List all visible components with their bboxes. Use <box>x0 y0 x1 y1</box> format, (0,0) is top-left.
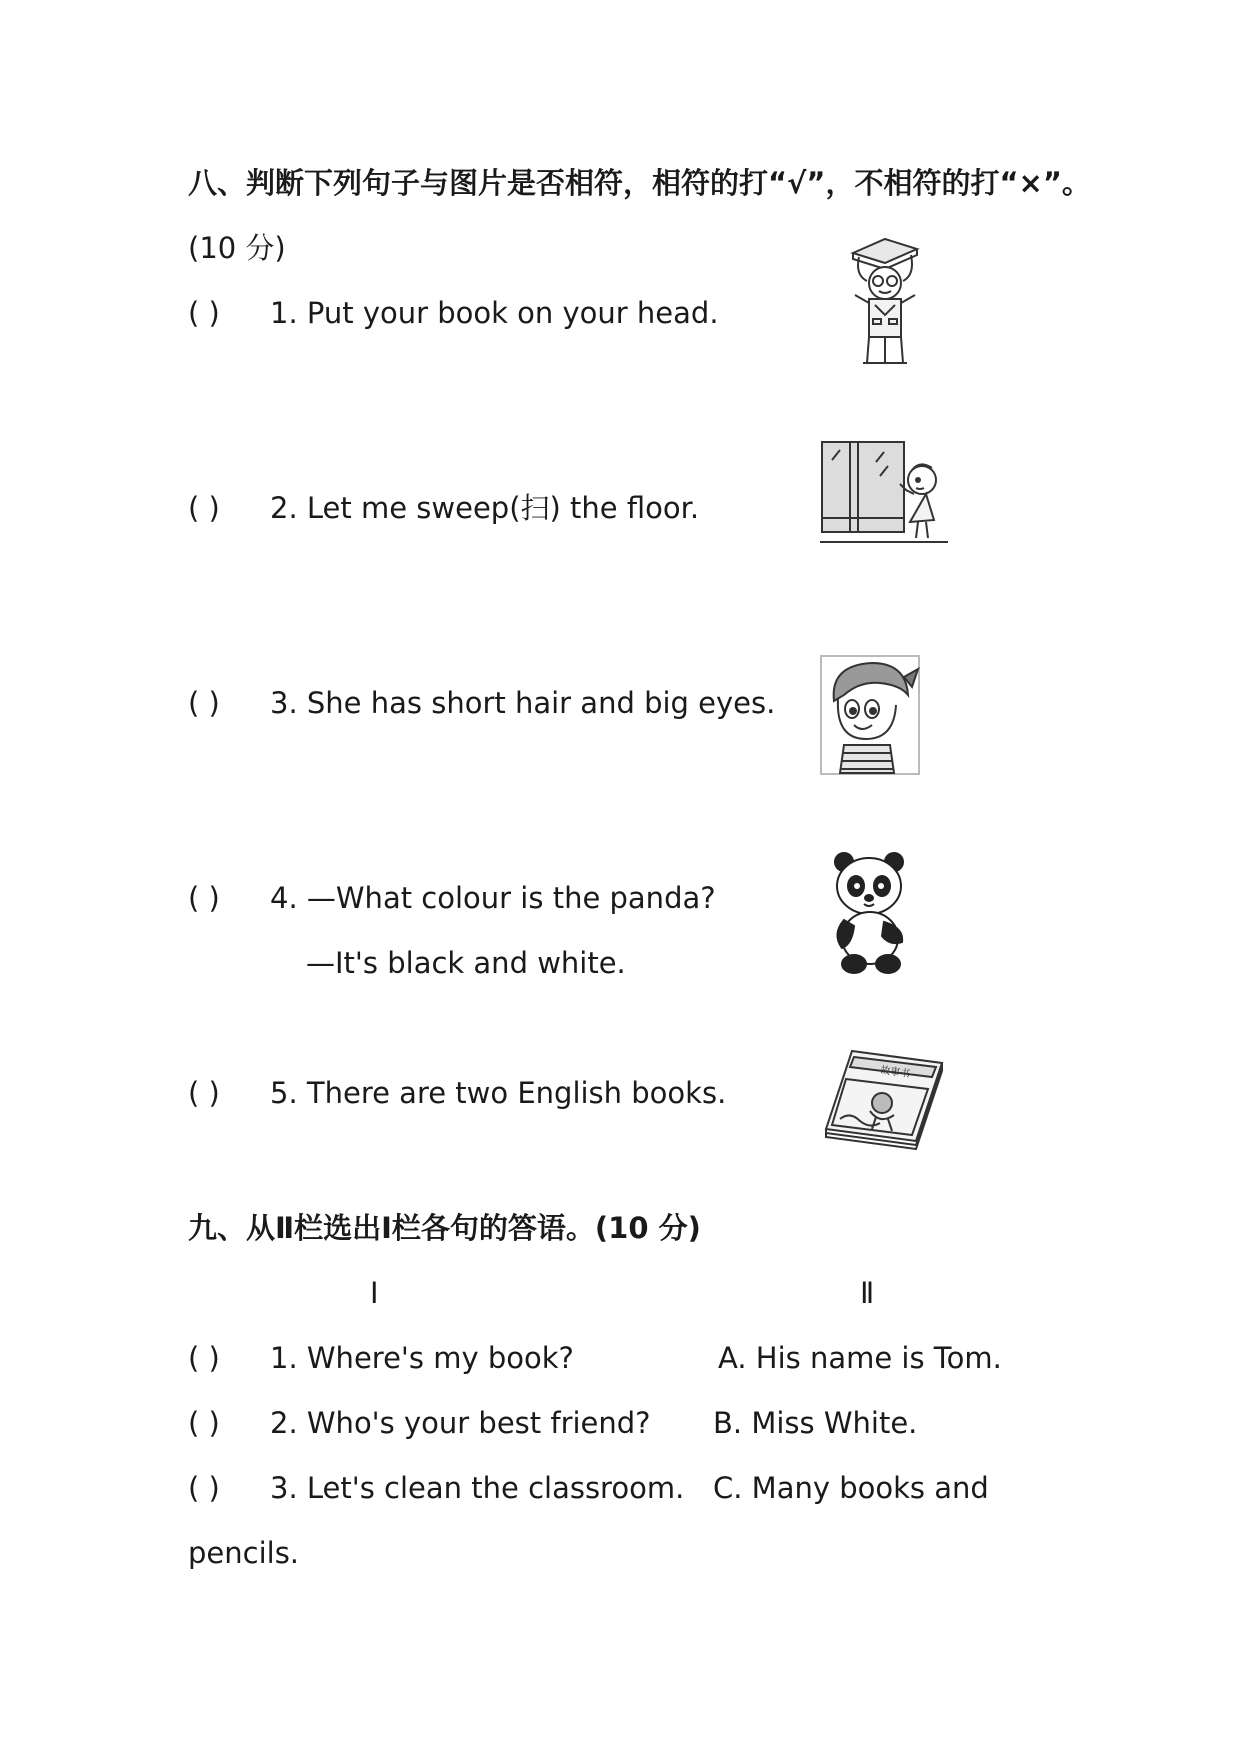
column-2-header: Ⅱ <box>860 1276 875 1310</box>
answer-option-b: B. Miss White. <box>713 1406 918 1440</box>
question-text: 3. Let's clean the classroom. <box>270 1471 685 1505</box>
boy-book-on-head-picture <box>845 235 925 370</box>
answer-option-c: C. Many books and <box>713 1471 989 1505</box>
answer-blank[interactable]: ( ) <box>188 296 220 330</box>
section-8-title: 八、判断下列句子与图片是否相符，相符的打“√”，不相符的打“×”。 <box>188 166 1091 200</box>
question-text: 3. She has short hair and big eyes. <box>270 686 776 720</box>
question-text-answer: —It's black and white. <box>306 946 626 980</box>
answer-blank[interactable]: ( ) <box>188 881 220 915</box>
answer-blank[interactable]: ( ) <box>188 1076 220 1110</box>
answer-blank[interactable]: ( ) <box>188 1471 220 1505</box>
question-text: 5. There are two English books. <box>270 1076 727 1110</box>
question-text: 2. Let me sweep(扫) the floor. <box>270 491 700 525</box>
girl-cleaning-window-picture <box>820 440 950 545</box>
question-text: 2. Who's your best friend? <box>270 1406 651 1440</box>
section-9-title: 九、从Ⅱ栏选出Ⅰ栏各句的答语。(10 分) <box>188 1211 701 1245</box>
answer-blank[interactable]: ( ) <box>188 1406 220 1440</box>
column-1-header: Ⅰ <box>370 1276 379 1310</box>
answer-blank[interactable]: ( ) <box>188 1341 220 1375</box>
answer-option-a: A. His name is Tom. <box>718 1341 1002 1375</box>
svg-text:故事书: 故事书 <box>879 1065 911 1081</box>
section-8-score: (10 分) <box>188 231 286 265</box>
question-text: 4. —What colour is the panda? <box>270 881 716 915</box>
answer-blank[interactable]: ( ) <box>188 686 220 720</box>
panda-picture <box>830 850 910 975</box>
answer-option-c-continuation: pencils. <box>188 1536 300 1570</box>
question-text: 1. Put your book on your head. <box>270 296 719 330</box>
storybook-picture <box>820 1045 945 1150</box>
question-text: 1. Where's my book? <box>270 1341 574 1375</box>
girl-portrait-picture <box>820 655 920 775</box>
answer-blank[interactable]: ( ) <box>188 491 220 525</box>
